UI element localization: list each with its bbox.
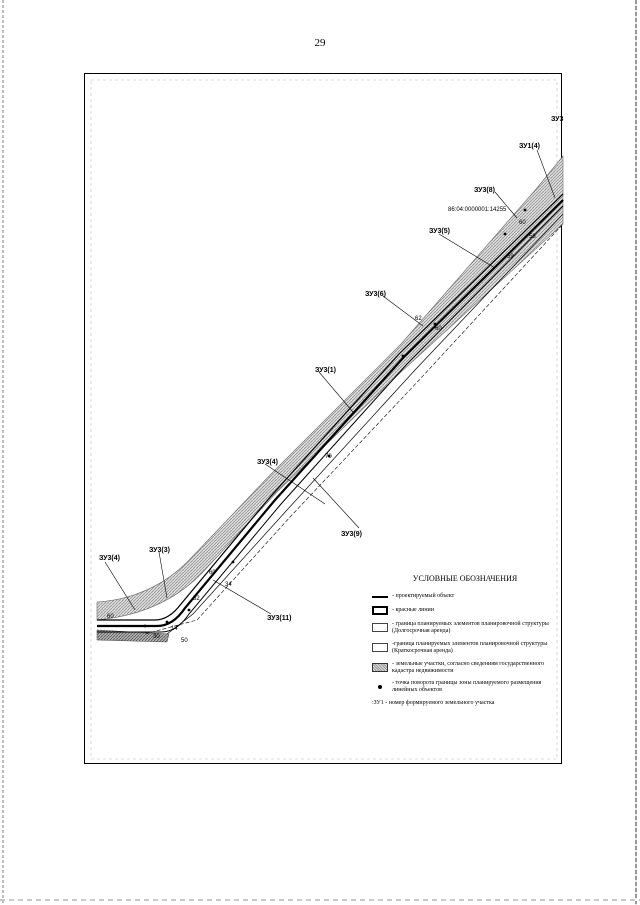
leader-lines: [105, 150, 555, 614]
map-legend: [372, 574, 558, 707]
legend-item: [372, 641, 558, 655]
legend-item: [372, 593, 558, 600]
page-number: 29: [314, 37, 326, 49]
legend-hatch-symbol: [372, 663, 388, 672]
legend-box-symbol: [372, 643, 388, 652]
point-label: 34: [225, 582, 232, 588]
point-label: 14: [171, 626, 178, 632]
point-label: 59: [507, 254, 514, 260]
legend-item: [372, 621, 558, 635]
page-edge-bottom: [0, 899, 640, 901]
legend-title: УСЛОВНЫЕ ОБОЗНАЧЕНИЯ: [412, 574, 518, 583]
parcel-label: ЗУ3(3): [149, 547, 170, 554]
legend-note: :ЗУ1 - номер формируемого земельного участка: [372, 700, 495, 707]
parcel-label: ЗУ3(8): [474, 187, 495, 194]
page-edge-right: [635, 0, 637, 905]
legend-item-text: - красные линии: [392, 607, 434, 614]
legend-dot-symbol: [372, 683, 388, 692]
legend-item: [372, 606, 558, 615]
parcel-label: ЗУ3(4): [99, 555, 120, 562]
legend-bold-box-symbol: [372, 606, 388, 615]
legend-item-text: - точка поворота границы зоны планируемого размещения линейных объектов: [392, 680, 542, 694]
parcel-label: ЗУ3(9): [341, 531, 362, 538]
point-label: 60: [435, 326, 442, 332]
parcel-label: ЗУ3(6): [365, 291, 386, 298]
parcel-label: ЗУ3(11): [267, 615, 292, 622]
point-label: 30: [153, 634, 160, 640]
cadastral-number-label: 86:04:0000001:14255: [448, 207, 507, 213]
parcel-label: ЗУ3(4): [257, 459, 278, 466]
legend-item: [372, 661, 558, 675]
point-label: 70: [325, 454, 332, 460]
point-label: 60: [209, 570, 216, 576]
parcel-label: ЗУ1(4): [519, 143, 540, 150]
legend-item-text: -граница планируемых элементов планировочной структуры (Краткосрочная аренда): [392, 640, 548, 654]
legend-item-text: - граница планируемых элементов планировочной структуры (Долгосрочная аренда): [392, 621, 549, 634]
point-label: 58: [529, 234, 536, 240]
parcel-label: ЗУ3(1): [315, 367, 336, 374]
point-label: 60: [519, 220, 526, 226]
legend-item-text: - земельные участки, согласно сведениям государственного кадастра недвижимости: [392, 660, 545, 674]
legend-box-symbol: [372, 623, 388, 632]
legend-item-text: - проектируемый объект: [392, 593, 455, 600]
page-edge-left: [2, 0, 4, 905]
parcel-label: ЗУ3: [551, 116, 564, 123]
point-label: 62: [415, 316, 422, 322]
point-label: 60: [107, 614, 114, 620]
parcel-label: ЗУ3(5): [429, 228, 450, 235]
legend-item: [372, 680, 558, 694]
legend-line-symbol: [372, 596, 388, 598]
point-label: 50: [181, 638, 188, 644]
point-label: 52: [193, 596, 200, 602]
